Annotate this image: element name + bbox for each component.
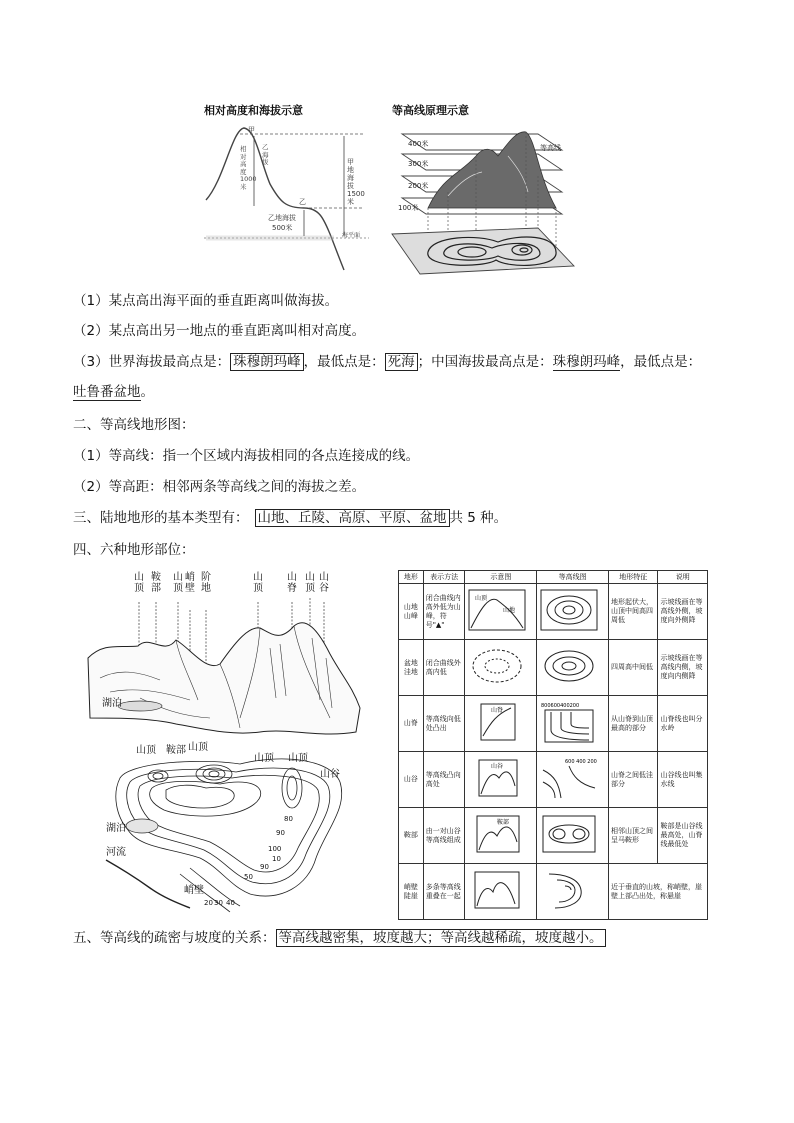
section-five [73,929,606,947]
map-label-peak-1: 山顶 [136,745,156,756]
heading-six-parts: 四、六种地形部位： [73,542,195,558]
contour-num-8: 10 [272,855,281,863]
label-100: 100米 [398,204,419,212]
line-interval-def [73,478,365,496]
sketch-label: 山脊 [491,707,504,714]
sketch-label: 山顶 [475,595,488,602]
row-method: 多条等高线重叠在一起 [423,864,465,920]
row-method: 闭合曲线内高外低为山峰，符号"▲" [423,584,465,640]
row-contour [537,696,609,752]
label-yi-rel: 乙海拔 [262,143,269,166]
map-label-valley: 山谷 [320,769,340,780]
row-sketch [465,752,537,808]
valley-contour [539,756,599,800]
text-world-low-label: ，最低点是： [303,354,385,370]
contour-principle-diagram [388,116,578,276]
cliff-sketch [467,868,527,912]
terrain-label-top-3: 山顶 [173,572,183,594]
contour-num-4: 90 [260,863,269,871]
label-jia: 甲 [248,126,255,134]
label-contour: 等高线 [540,144,561,152]
terrain-label-top-2: 鞍部 [151,572,161,594]
answer-world-high: 珠穆朗玛峰 [230,353,304,371]
row-feature: 从山脊到山顶最高的部分 [608,696,657,752]
row-note: 示坡线画在等高线外侧，坡度向外侧降 [658,584,708,640]
row-feature: 山脊之间低洼部分 [608,752,657,808]
table-header: 表示方法 [423,571,465,584]
terrain-label-top-1: 山顶 [134,572,144,594]
contour-num-1: 20 [204,899,213,907]
ridge-contour [539,700,599,744]
line-china-low [73,383,154,401]
answer-china-low: 吐鲁番盆地 [73,384,141,400]
terrain-label-top-4: 峭壁 [185,572,195,594]
text-china-low-label: ，最低点是： [620,354,702,370]
map-label-peak-2: 山顶 [188,742,208,753]
basin-contour [539,644,599,688]
contour-values: 600 400 200 [565,759,598,765]
terrain-label-top-9: 山谷 [319,572,329,594]
map-label-cliff: 峭壁 [184,885,204,896]
peak-contour [539,588,599,632]
label-yi-alt-val: 500米 [272,224,293,232]
row-sketch [465,696,537,752]
label-jia-alt: 甲地海拔1500米 [347,158,365,206]
row-contour [537,864,609,920]
section-two-heading [73,416,195,434]
table-row [399,752,708,808]
row-contour [537,808,609,864]
heading-landform-types: 三、陆地地形的基本类型有： [73,510,249,526]
terrain-sketch [80,568,365,918]
terrain-label-top-6: 山顶 [253,572,263,594]
contour-num-2: 30 [214,899,223,907]
row-sketch [465,584,537,640]
sketch-label: 山谷 [491,763,504,770]
terrain-label-top-8: 山顶 [305,572,315,594]
line-extremes [73,353,701,371]
label-400: 400米 [408,140,429,148]
text-china-high-label: ；中国海拔最高点是： [417,354,553,370]
row-feature: 四周高中间低 [608,640,657,696]
figure-relative-height [204,100,374,275]
valley-sketch [467,756,527,800]
row-landform: 峭壁 陡崖 [399,864,424,920]
row-feature: 地形起伏大，山顶中间高四周低 [608,584,657,640]
ridge-sketch [467,700,527,744]
row-contour [537,584,609,640]
row-contour [537,752,609,808]
map-label-lake: 湖泊 [106,823,126,834]
row-note: 山脊线也叫分水岭 [658,696,708,752]
row-landform: 山脊 [399,696,424,752]
text-five-types: 共 5 种。 [449,510,508,526]
peak-sketch [467,588,527,632]
label-rel-height: 相对高度1000米 [240,145,257,191]
text-contour-def: （1）等高线：指一个区域内海拔相同的各点连接成的线。 [73,448,420,464]
saddle-sketch [467,812,527,856]
answer-world-low: 死海 [385,353,418,371]
answer-density-slope: 等高线越密集，坡度越大；等高线越稀疏，坡度越小。 [276,929,606,947]
row-method: 等高线向低处凸出 [423,696,465,752]
figure-contour-principle [388,100,578,275]
heading-contour-map: 二、等高线地形图： [73,417,195,433]
cliff-contour [539,868,599,912]
figure-title-right: 等高线原理示意 [392,104,469,117]
text-relative-def: （2）某点高出另一地点的垂直距离叫相对高度。 [73,323,366,339]
heading-density-slope: 五、等高线的疏密与坡度的关系： [73,930,276,946]
row-sketch [465,864,537,920]
line-relative-height [73,322,365,340]
terrain-label-lake: 湖泊 [102,698,122,709]
answer-china-high: 珠穆朗玛峰 [552,354,621,370]
table-row [399,696,708,752]
terrain-label-top-5: 阶地 [201,572,211,594]
figure-title-left: 相对高度和海拔示意 [204,104,303,117]
map-label-saddle: 鞍部 [166,745,186,756]
table-row [399,808,708,864]
table-row [399,584,708,640]
line-contour-def [73,447,419,465]
label-sea: 海平面 [342,232,361,239]
text-interval-def: （2）等高距：相邻两条等高线之间的海拔之差。 [73,479,366,495]
text-period: 。 [140,384,154,400]
answer-landform-types: 山地、丘陵、高原、平原、盆地 [255,509,450,527]
row-note: 山谷线也叫集水线 [658,752,708,808]
terrain-label-top-7: 山脊 [287,572,297,594]
landform-table [398,570,708,920]
table-row [399,864,708,920]
text-altitude-def: （1）某点高出海平面的垂直距离叫做海拔。 [73,293,339,309]
table-header: 示意图 [465,571,537,584]
table-header: 地形 [399,571,424,584]
row-method: 等高线凸向高处 [423,752,465,808]
row-sketch [465,640,537,696]
contour-num-6: 90 [276,829,285,837]
basin-sketch [467,644,527,688]
contour-num-3: 40 [226,899,235,907]
terrain-illustration [80,568,365,918]
table-header: 地形特征 [608,571,657,584]
table-header-row [399,571,708,584]
label-yi-alt: 乙地海拔 [268,214,296,222]
row-contour [537,640,609,696]
label-300: 300米 [408,160,429,168]
contour-num-5: 100 [268,845,282,853]
row-feature: 近于垂直的山坡，称峭壁，崖壁上部凸出处，称悬崖 [608,864,707,920]
map-label-peak-3: 山顶 [254,753,274,764]
table-header: 等高线图 [537,571,609,584]
row-landform: 山地 山峰 [399,584,424,640]
sketch-label: 山地 [503,607,516,614]
line-altitude [73,292,338,310]
row-landform: 山谷 [399,752,424,808]
row-sketch [465,808,537,864]
table-header: 说明 [658,571,708,584]
row-note: 示坡线画在等高线内侧，坡度向内侧降 [658,640,708,696]
contour-num-9: 50 [244,873,253,881]
map-label-peak-4: 山顶 [288,753,308,764]
row-feature: 相邻山顶之间呈马鞍形 [608,808,657,864]
row-landform: 盆地 洼地 [399,640,424,696]
row-method: 由一对山谷等高线组成 [423,808,465,864]
row-method: 闭合曲线外高内低 [423,640,465,696]
contour-values: 800600400200 [541,703,580,709]
section-three [73,509,507,527]
label-200: 200米 [408,182,429,190]
contour-num-7: 80 [284,815,293,823]
saddle-contour [539,812,599,856]
section-four [73,541,195,559]
sketch-label: 鞍部 [497,819,510,826]
table-row [399,640,708,696]
text-world-high-label: （3）世界海拔最高点是： [73,354,231,370]
label-yi: 乙 [299,198,306,206]
map-label-river: 河流 [106,847,126,858]
row-note: 鞍部是山谷线最高处，山脊线最低处 [658,808,708,864]
row-landform: 鞍部 [399,808,424,864]
